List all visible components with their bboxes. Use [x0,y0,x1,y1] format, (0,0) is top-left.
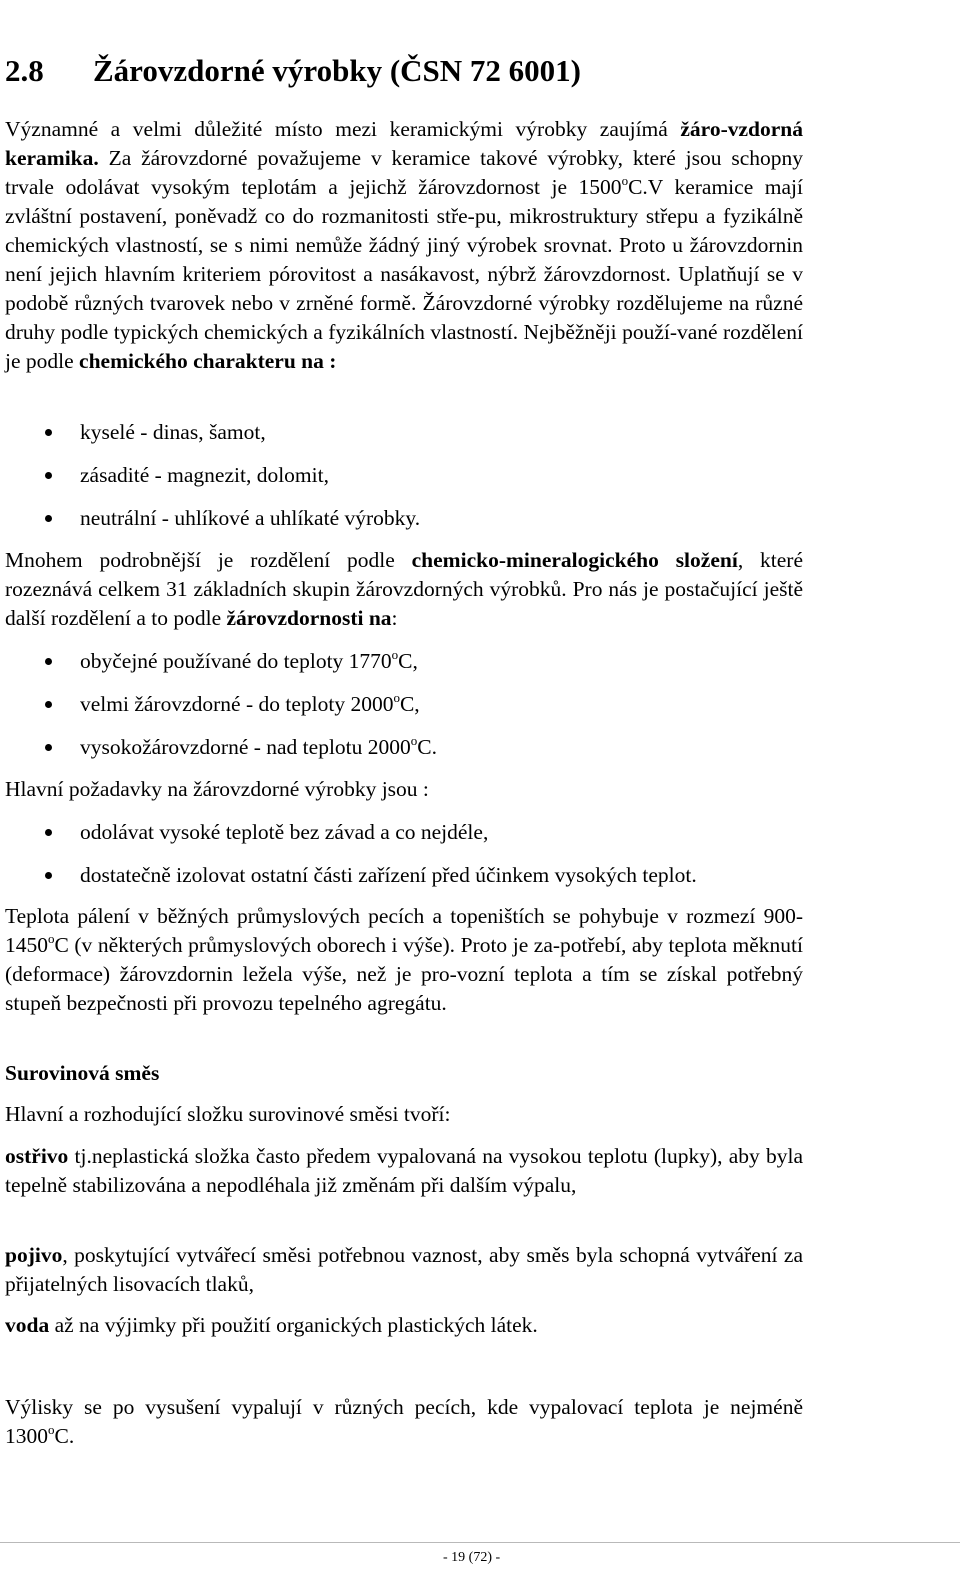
text-run: , které rozeznává celkem 31 základních skupin žárovzdorných výrobků. Pro nás je postačující ještě další rozdělení a to podle [5,548,803,630]
requirements-list [5,818,803,904]
list-item-text: vysokožárovzdorné - nad teplotu 2000 [80,735,411,759]
section-number: 2.8 [5,53,44,88]
bullet-icon [45,744,52,751]
text-run: tj.neplastická složka často předem vypalovaná na vysokou teplotu (lupky), aby byla tepelně stabilizována a nepodléhala již změnám při dalším výpalu, [5,1144,803,1197]
list-item-text: odolávat vysoké teplotě bez závad a co nejdéle, [80,820,489,844]
section-title: Žárovzdorné výrobky (ČSN 72 6001) [93,53,581,88]
text-run: Za žárovzdorné považujeme v keramice takové výrobky, které jsou schopny trvale odolávat vysokým teplotám a jejichž žárovzdornost je 1500 [5,146,803,199]
degree-mark: o [410,733,418,748]
bold-term: pojivo [5,1243,63,1267]
list-item [5,818,803,861]
subheading [5,1059,803,1088]
list-item [5,861,803,904]
list-item-text: zásadité - magnezit, dolomit, [80,463,329,487]
text-run: Teplota pálení v běžných průmyslových pecích a topeništích se pohybuje v rozmezí 900-1450 [5,904,803,957]
list-item-text: C, [398,649,418,673]
degree-mark: o [393,690,400,705]
list-item-text: dostatečně izolovat ostatní části zařízení před účinkem vysokých teplot. [80,863,697,887]
text-run: : [391,606,398,630]
text-run: C. [54,1424,75,1448]
refractoriness-list [5,647,803,776]
list-item-text: obyčejné používané do teploty 1770 [80,649,392,673]
list-item [5,647,803,690]
section-heading [5,51,581,91]
mixture-intro-paragraph: Hlavní a rozhodující složku surovinové směsi tvoří: [5,1102,451,1126]
footer-divider [0,1542,960,1543]
list-item [5,461,803,504]
bold-term: žárovzdornosti na [226,606,392,630]
bullet-icon [45,829,52,836]
list-item-text: neutrální - uhlíkové a uhlíkaté výrobky. [80,506,421,530]
text-run: C.V keramice mají zvláštní postavení, poněvadž co do rozmanitosti stře-pu, mikrostruktury střepu a fyzikálně chemických vlastností, se s nimi nemůže žádný jiný výrobek srovnat. Proto u žárovzdornin není jejich hlavním kriteriem pórovitost a nasákavost, nýbrž žárovzdornost. Uplatňují se v podobě různých tvarovek nebo v zrněné formě. Žárovzdorné výrobky rozdělujeme na různé druhy podle typických chemických a fyzikálních vlastností. Nejběžněji použí-vané rozdělení je podle [5,175,803,373]
firing-paragraph [5,1393,803,1451]
degree-mark: o [48,931,55,946]
bullet-icon [45,515,52,522]
page-number: - 19 (72) - [443,1550,501,1565]
requirements-paragraph: Hlavní požadavky na žárovzdorné výrobky jsou : [5,777,429,801]
text-run: Výlisky se po vysušení vypalují v různých pecích, kde vypalovací teplota je nejméně 1300 [5,1395,803,1448]
text-run: C (v některých průmyslových oborech i výše). Proto je za-potřebí, aby teplota měknutí (deformace) žárovzdornin ležela výše, než je pro-vozní teplota a tím se získal potřebný stupeň bezpečnosti při provozu tepelného agregátu. [5,933,803,1015]
bullet-icon [45,429,52,436]
list-item-text: C, [399,692,420,716]
text-run: , poskytující vytvářecí směsi potřebnou vaznost, aby směs byla schopná vytváření za přijatelných lisovacích tlaků, [5,1243,803,1296]
water-paragraph [5,1311,803,1340]
intro-paragraph [5,115,803,376]
firing-temperature-paragraph [5,902,803,1018]
list-item-text: C. [417,735,437,759]
binder-paragraph [5,1241,803,1299]
text-run: až na výjimky při použití organických plastických látek. [49,1313,538,1337]
bold-term: chemicko-mineralogického složení [411,548,738,572]
bullet-icon [45,472,52,479]
list-item-text: velmi žárovzdorné - do teploty 2000 [80,692,394,716]
bold-term: žáro-vzdorná keramika. [5,117,803,170]
bold-term: voda [5,1313,50,1337]
bold-term: chemického charakteru na : [79,349,337,373]
list-item [5,733,803,776]
list-item [5,418,803,461]
bullet-icon [45,872,52,879]
list-item [5,504,803,547]
degree-mark: o [621,173,629,188]
bullet-icon [45,701,52,708]
text-run: Mnohem podrobnější je rozdělení podle [5,548,412,572]
degree-mark: o [391,647,399,662]
chemical-character-list [5,418,803,547]
subheading-text: Surovinová směs [5,1061,160,1085]
bullet-icon [45,658,52,665]
bold-term: ostřivo [5,1144,69,1168]
list-item-text: kyselé - dinas, šamot, [80,420,266,444]
list-item [5,690,803,733]
grog-paragraph [5,1142,803,1200]
degree-mark: o [48,1422,55,1437]
classification-paragraph [5,546,803,633]
text-run: Významné a velmi důležité místo mezi keramickými výrobky zaujímá [5,117,681,141]
